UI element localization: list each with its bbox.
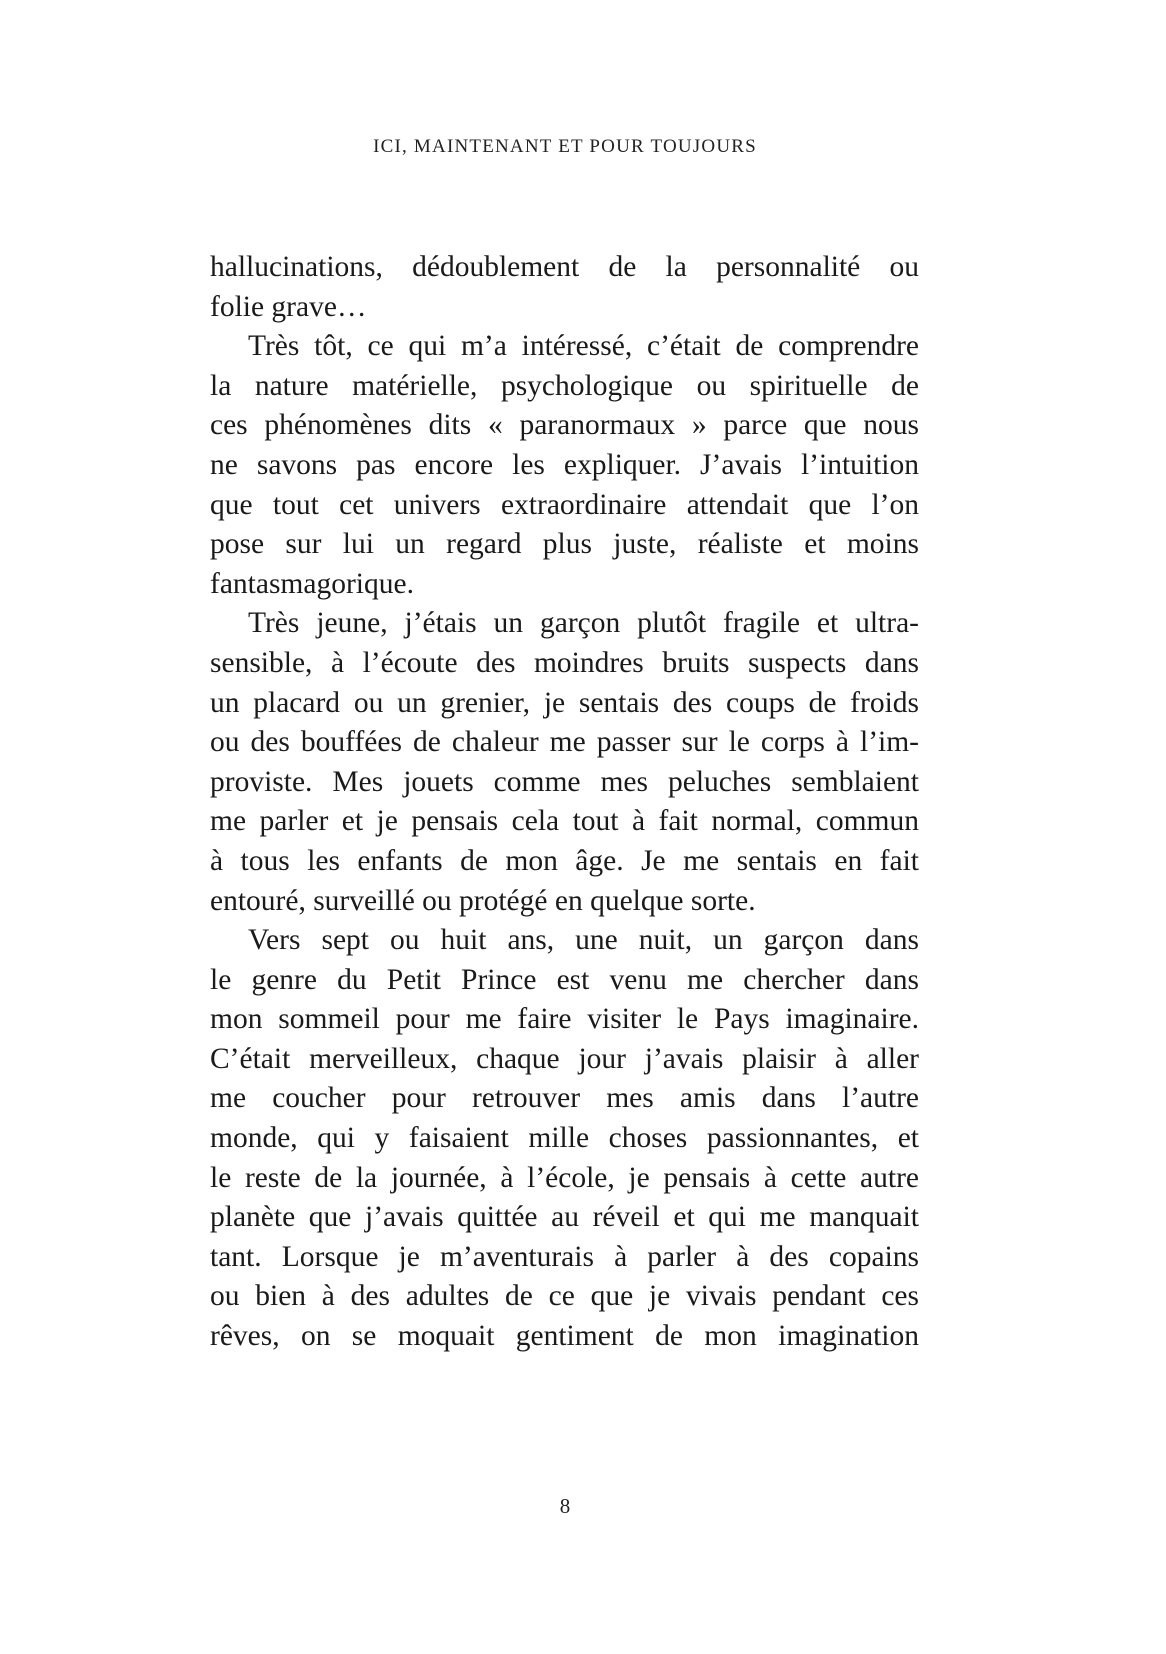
running-head: ICI, MAINTENANT ET POUR TOUJOURS xyxy=(373,136,757,157)
paragraph xyxy=(210,327,919,604)
body-text xyxy=(210,248,919,1357)
text-line: tant. Lorsque je m’aventurais à parler à des copains xyxy=(210,1240,919,1273)
text-line: mon sommeil pour me faire visiter le Pays imaginaire. xyxy=(210,1003,919,1036)
text-line: Très tôt, ce qui m’a intéressé, c’était de comprendre xyxy=(248,330,919,363)
paragraph xyxy=(210,921,919,1357)
text-line: le genre du Petit Prince est venu me chercher dans xyxy=(210,963,919,996)
text-line: me coucher pour retrouver mes amis dans l’autre xyxy=(210,1082,919,1115)
text-line: me parler et je pensais cela tout à fait normal, commun xyxy=(210,805,919,838)
text-line: folie grave… xyxy=(210,290,367,323)
text-line: rêves, on se moquait gentiment de mon imagination xyxy=(210,1320,919,1353)
text-line: le reste de la journée, à l’école, je pensais à cette autre xyxy=(210,1161,919,1194)
text-line: ou bien à des adultes de ce que je vivais pendant ces xyxy=(210,1280,919,1313)
text-line: hallucinations, dédoublement de la personnalité ou xyxy=(210,251,919,283)
text-line: Vers sept ou huit ans, une nuit, un garçon dans xyxy=(248,924,919,957)
paragraph xyxy=(210,604,919,921)
text-line: C’était merveilleux, chaque jour j’avais plaisir à aller xyxy=(210,1042,919,1075)
text-line: à tous les enfants de mon âge. Je me sentais en fait xyxy=(210,844,919,877)
text-line: sensible, à l’écoute des moindres bruits suspects dans xyxy=(210,646,919,679)
text-line: que tout cet univers extraordinaire attendait que l’on xyxy=(210,488,919,521)
text-line: proviste. Mes jouets comme mes peluches semblaient xyxy=(210,765,919,798)
text-line: fantasmagorique. xyxy=(210,567,414,600)
text-line: ces phénomènes dits « paranormaux » parce que nous xyxy=(210,409,919,442)
page-number: 8 xyxy=(559,1494,571,1518)
text-line: Très jeune, j’étais un garçon plutôt fragile et ultra- xyxy=(248,607,919,640)
text-line: pose sur lui un regard plus juste, réaliste et moins xyxy=(210,528,919,561)
text-line: entouré, surveillé ou protégé en quelque sorte. xyxy=(210,884,756,917)
text-line: un placard ou un grenier, je sentais des coups de froids xyxy=(210,686,919,719)
paragraph xyxy=(210,248,919,327)
text-line: planète que j’avais quittée au réveil et qui me manquait xyxy=(210,1201,919,1234)
text-line: la nature matérielle, psychologique ou spirituelle de xyxy=(210,369,919,402)
text-line: ou des bouffées de chaleur me passer sur le corps à l’im- xyxy=(210,726,919,759)
text-line: monde, qui y faisaient mille choses passionnantes, et xyxy=(210,1122,919,1155)
text-line: ne savons pas encore les expliquer. J’avais l’intuition xyxy=(210,448,919,481)
